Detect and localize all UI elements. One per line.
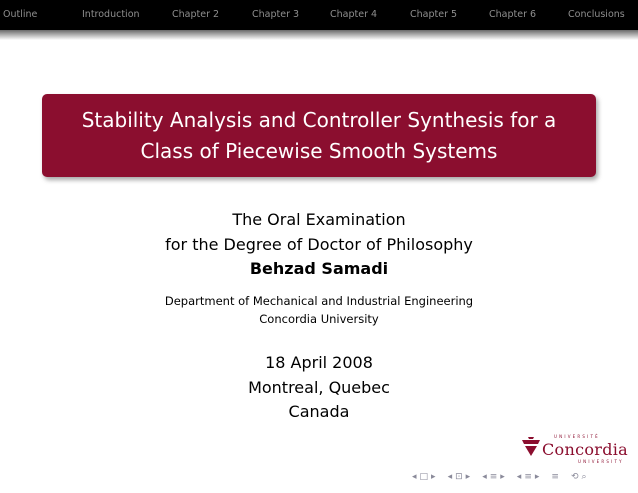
logo-universite-text: UNIVERSITÉ <box>554 434 600 439</box>
nav-item-chapter-3[interactable]: Chapter 3 <box>252 9 300 20</box>
title-box <box>42 94 596 177</box>
document-icon[interactable]: ≡ <box>524 472 532 482</box>
nav-item-conclusions[interactable]: Conclusions <box>568 9 625 20</box>
back-icon[interactable]: ⟲ <box>570 472 579 482</box>
logo-wordmark: Concordia <box>542 440 629 459</box>
subsection-icon[interactable]: ⊡ <box>455 472 463 482</box>
section-navbar <box>0 0 638 30</box>
search-icon[interactable]: ⌕ <box>581 472 587 482</box>
section-next-icon[interactable]: ▸ <box>500 472 505 482</box>
beamer-navigation-controls <box>412 470 587 484</box>
department: Department of Mechanical and Industrial Engineering <box>164 294 474 308</box>
nav-item-introduction[interactable]: Introduction <box>82 9 140 20</box>
presentation-city: Montreal, Quebec <box>248 378 390 397</box>
section-prev-icon[interactable]: ◂ <box>482 472 487 482</box>
frame-prev-icon[interactable]: ◂ <box>412 472 417 482</box>
nav-item-outline[interactable]: Outline <box>3 9 38 20</box>
subtitle-line-1: The Oral Examination <box>232 210 406 229</box>
appendix-icon[interactable]: ≡ <box>551 472 559 482</box>
subsection-next-icon[interactable]: ▸ <box>465 472 471 482</box>
slide-title <box>59 105 579 167</box>
nav-item-chapter-6[interactable]: Chapter 6 <box>489 9 537 20</box>
university: Concordia University <box>259 312 379 326</box>
document-next-icon[interactable]: ▸ <box>534 472 540 482</box>
subtitle-line-2: for the Degree of Doctor of Philosophy <box>165 235 473 254</box>
frame-next-icon[interactable]: ▸ <box>431 472 436 482</box>
author-name: Behzad Samadi <box>249 259 389 278</box>
presentation-country: Canada <box>288 402 350 421</box>
slide-title-line-2: Class of Piecewise Smooth Systems <box>140 138 498 163</box>
nav-item-chapter-2[interactable]: Chapter 2 <box>172 9 220 20</box>
nav-item-chapter-5[interactable]: Chapter 5 <box>410 9 458 20</box>
nav-item-chapter-4[interactable]: Chapter 4 <box>330 9 378 20</box>
concordia-emblem-icon <box>520 435 542 457</box>
frame-icon[interactable]: □ <box>419 472 429 482</box>
subsection-prev-icon[interactable]: ◂ <box>447 472 453 482</box>
logo-university-text: UNIVERSITY <box>578 459 624 464</box>
document-prev-icon[interactable]: ◂ <box>516 472 522 482</box>
section-icon[interactable]: ≡ <box>489 472 498 482</box>
concordia-logo <box>520 432 632 468</box>
slide-title-line-1: Stability Analysis and Controller Synthesis for a <box>81 107 557 132</box>
presentation-date: 18 April 2008 <box>265 353 373 372</box>
